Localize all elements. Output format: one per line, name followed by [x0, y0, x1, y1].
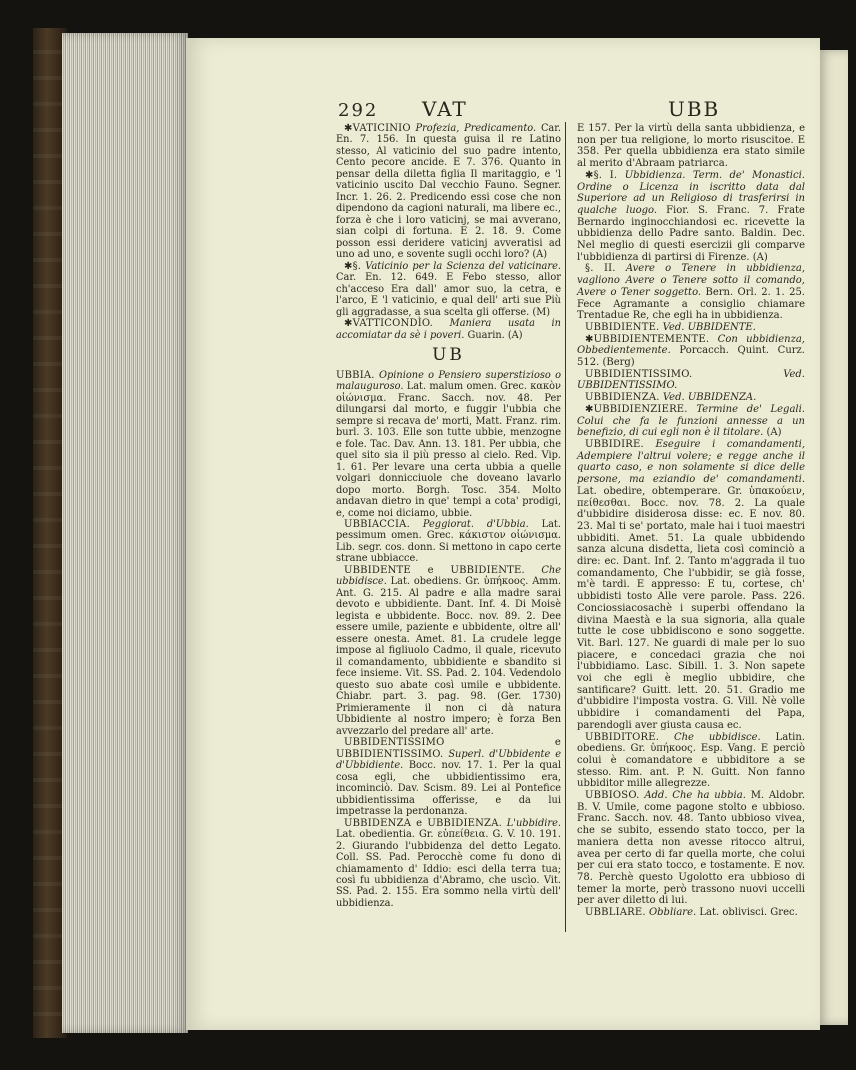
right-running-head: UBB: [668, 97, 721, 121]
entry-lemma: §. II.: [585, 263, 616, 275]
entry-lemma: UBBIDENTISSIMO e UBBIDIENTISSIMO.: [336, 737, 561, 760]
entry-lemma: ✱VATTICONDÌO.: [344, 318, 434, 330]
entry-ubbia: [336, 370, 561, 519]
entry-lemma: UBBIDIENTISSIMO.: [585, 368, 693, 380]
entry-body: Guarin. (A): [467, 329, 523, 341]
entry-definition: Profezia, Predicamento.: [415, 123, 537, 134]
entry-body: Fior. S. Franc. 7. Frate Bernardo inginocchiandosi ec. ricevette la ubbidienza dello Padre santo. Baldin. Dec. Nel meglio di questi esercizii gli comparve l'ubbidienza di partirsi di Firenze. (A): [577, 204, 805, 263]
entry-lemma: ✱§.: [344, 260, 362, 272]
page-number: 292: [338, 100, 379, 121]
entry-lemma: UBBIOSO.: [585, 790, 640, 802]
entry-ubbidenza: [336, 818, 561, 910]
entry-body: Latin. obediens. Gr. ὑπήκοος. Esp. Vang. E perciò colui è comandatore e ubbiditore a se stesso. Rim. ant. P. N. Guitt. Non fanno ubbiditor mille allegrezze.: [577, 731, 805, 790]
entry-lemma: ✱UBBIDIENTEMENTE.: [585, 333, 710, 345]
entry-body: Lat. pessimum omen. Grec. κάκιστον οἰώνισμα. Lib. segr. cos. donn. Si mettono in capo certe strane ubbiacce.: [336, 518, 561, 565]
entry-definition: Vaticinio per la Scienza del vaticinare.: [365, 260, 561, 272]
entry-lemma: ✱VATICINIO: [344, 123, 411, 134]
entry-definition: Eseguire i comandamenti, Adempiere l'altrui volere; e regge anche il quarto caso, e non solamente si dice delle persone, ma eziandio de' comandamenti.: [577, 438, 806, 486]
entry-ubbidienza: [577, 392, 805, 404]
entry-ubbidire: [577, 439, 805, 732]
entry-definition: Add. Che ha ubbia.: [644, 790, 746, 802]
entry-definition: L'ubbidire.: [506, 817, 561, 829]
entry-definition: Con ubbidienza, Obbedientemente.: [577, 333, 805, 357]
entry-body: Lat. obedientia. Gr. εὐπείθεια. G. V. 10. 191. 2. Giurando l'ubbidenza del detto Legato. Coll. SS. Pad. Perocchè come fu dono di chiamamento d' Iddio: esci della terra tua; così fu ubbidienza d'Abramo, che uscìo. Vit. SS. Pad. 2. 155. Era sommo nella virtù dell' ubbidienza.: [336, 829, 561, 909]
entry-body: Car. En. 12. 649. E Febo stesso, allor ch'acceso Era dall' amor suo, la cetra, e l'arco, E 'l vaticinio, e qual dell' arti sue Più gli aggradasse, a sua scelta gli offerse. (M): [336, 272, 561, 318]
entry-ubbidentissimo: [336, 737, 561, 817]
entry-lemma: UBBIA.: [336, 369, 375, 381]
entry-lemma: UBBIDIENZA.: [585, 392, 660, 404]
entry-body: Lat. malum omen. Grec. κακὸν οἰώνισμα. Franc. Sacch. nov. 48. Per dilungarsi dal morto, e fuggir l'ubbia che sempre si recava de' morti, Matt. Franz. rim. burl. 3. 103. Elle son tutte ubbie, menzogne e fole. Tac. Dav. Ann. 13. 181. Per ubbia, che quel sito sia il più presso al cielo. Red. Vip. 1. 61. Per levare una certa ubbia a quelle volgari donnicciuole che doveano lavarlo dopo morto. Borgh. Tosc. 354. Molto andavan dietro in que' tempi a cota' prodigi, e, come noi diciamo, ubbie.: [336, 381, 561, 519]
entry-body: Lat. obediens. Gr. ὑπήκοος. Amm. Ant. G. 215. Al padre e alla madre sarai devoto e ubbidiente. Dant. Inf. 4. Di Moisè legista e ubbidente. Bocc. nov. 89. 2. Dee essere umile, paziente e ubbidente, oltre all' essere onesta. Amet. 81. La crudele legge impose al figliuolo Cadmo, il quale, ricevuto il comandamento, ubbidiente e sbandito si fece insieme. Vit. SS. Pad. 2. 104. Vedendolo questo suo abate così umile e ubbidente. Chiabr. part. 3. pag. 98. (Ger. 1730) Primieramente il non ci dà natura Ubbidiente al nostro impero; è forza Ben avvezzarlo del predare all' arte.: [336, 576, 561, 737]
entry-lemma: ✱UBBIDIENZIERE.: [585, 403, 688, 415]
entry-definition: Ved. UBBIDENTE.: [662, 321, 756, 333]
entry-definition: Ubbidienza. Term. de' Monastici. Ordine o Licenza in iscritto data dal Superiore ad un Religioso di trasferirsi in qualche luogo.: [577, 169, 805, 216]
entry-body: Bern. Orl. 2. 1. 25. Fece Agramante a consiglio chiamare Trentadue Re, che egli ha in ubbidienza.: [577, 286, 805, 322]
entry-lemma: UBBIDIRE.: [585, 438, 644, 450]
left-column: [336, 123, 561, 909]
entry-vaticinio: [336, 123, 561, 261]
entry-body: (A): [766, 427, 782, 439]
entry-lemma: UBBIDIENTE.: [585, 321, 660, 333]
entry-definition: Che ubbidisce.: [336, 564, 561, 588]
entry-vaticinio-sec: [336, 261, 561, 318]
entry-lemma: UBBIDENTE e UBBIDIENTE.: [344, 564, 525, 576]
entry-definition: Superl. d'Ubbidente e d'Ubbidiente.: [336, 748, 561, 772]
section-heading: UB: [432, 345, 465, 366]
entry-lemma: UBBIDITORE.: [585, 731, 660, 743]
entry-definition: Maniera usata in accomiatar da sè i poveri.: [336, 318, 561, 341]
entry-definition: Ved. UBBIDENTISSIMO.: [577, 368, 805, 392]
entry-body: Lat. obedire, obtemperare. Gr. ὑπακούειν, πείθεσθαι. Bocc. nov. 78. 2. La quale d'ubbidire disiderosa disse: ec. E nov. 80. 23. Mal ti se' portato, male hai i tuoi maestri ubbiditi. Amet. 51. La quale ubbidendo sanza alcuna disdetta, lieta così cominciò a dire: ec. Dant. Inf. 2. Tanto m'aggrada il tuo comandamento, Che l'ubbidir, se già fosse, m'è tardi. E appresso: E tu, cortese, ch' ubbidisti tosto Alle vere parole. Pass. 226. Conciossiacosachè i superbi offendano la divina Maestà e la sua signoria, alla quale tutte le cose ubbidiscono e sono soggette. Vit. Barl. 127. Ne guardi di male per lo suo piacere, e concedaci grazia che noi l'ubbidiamo. Lasc. Sibill. 1. 3. Non sapete voi che egli è meglio ubbidire, che santificare? Guitt. lett. 20. 51. Gradio me d'ubbidire l'imposta vostra. G. Vill. Nè volle ubbidire i comandamenti del Papa, parendogli aver giusta causa ec.: [577, 485, 805, 731]
entry-ubbiaccia: [336, 519, 561, 565]
entry-body: Bocc. nov. 17. 1. Per la qual cosa egli, che ubbidientissimo era, incominciò. Dav. Scism. 89. Lei al Pontefice ubbidientissima offerisse, e da lui impetrasse la perdonanza.: [336, 760, 561, 818]
entry-definition: Opinione o Pensiero superstizioso o malauguroso.: [336, 369, 561, 393]
entry-body: E 157. Per la virtù della santa ubbidienza, e non per tua religione, lo morto risuscitoe. E 358. Per quella ubbidienza era stato simile al merito d'Abraam patriarca.: [577, 123, 805, 170]
next-page-edge: [818, 50, 848, 1025]
entry-ubbidientemente: [577, 334, 805, 369]
column-rule: [565, 122, 566, 932]
entry-vatticondio: [336, 318, 561, 341]
entry-definition: Avere o Tenere in ubbidienza, vagliono Avere o Tenere sotto il comando, Avere o Tener soggetto.: [577, 263, 805, 298]
entry-ubbidienza-sec2: [577, 263, 805, 322]
entry-ubbiditore: [577, 732, 805, 791]
entry-lemma: UBBIDENZA e UBBIDIENZA.: [344, 817, 502, 829]
entry-definition: Termine de' Legali. Colui che fa le funzioni annesse a un benefizio, di cui egli non è il titolare.: [577, 403, 805, 439]
entry-ubbioso: [577, 790, 805, 907]
entry-lemma: UBBIACCIA.: [344, 518, 410, 530]
entry-body: M. Aldobr. B. V. Umile, come pagone stolto e ubbioso. Franc. Sacch. nov. 48. Tanto ubbioso vivea, che se subito, essendo stato tocco, per la maniera detta non avesse ritocco altrui, avea per certo di far quella morte, che colui per cui era stato tocco, e tostamente. E nov. 78. Perchè questo Ugolotto era ubbioso di temer la morte, però trassono nuovi uccelli per aver diletto di lui.: [577, 790, 805, 907]
entry-ubbidientissimo: [577, 369, 805, 392]
entry-ubbidiente: [577, 322, 805, 334]
entry-body: Lat. oblivisci. Grec.: [699, 907, 798, 919]
entry-ubbidienza-sec1: [577, 170, 805, 264]
entry-lemma: ✱§. I.: [585, 169, 618, 181]
entry-body: Car. En. 7. 156. In questa guisa il re Latino stesso, Al vaticinio del suo padre intento, Cento pecore ancide. E 7. 376. Quanto in pensar della diletta figlia Il maritaggio, e 'l vaticinio uscito Dal vecchio Fauno. Segner. Incr. 1. 26. 2. Predicendo essi cose che non dipendono da cagioni naturali, ma libere ec., forza è che i loro vaticinj, se mai avverano, sian colpi di fortuna. E 2. 18. 9. Come posson essi deridere vaticinj avveratisi ad uno ad uno, e sovente sugli occhi loro? (A): [336, 123, 561, 261]
entry-ubbidienziere: [577, 404, 805, 439]
entry-definition: Che ubbidisce.: [673, 731, 761, 743]
entry-body: Porcacch. Quint. Curz. 512. (Berg): [577, 345, 805, 369]
entry-definition: Ved. UBBIDENZA.: [662, 392, 757, 404]
entry-ubbliare: [577, 907, 805, 919]
entry-lemma: UBBLIARE.: [585, 907, 646, 919]
page-edges: [62, 33, 188, 1033]
entry-continuation: [577, 123, 805, 170]
entry-definition: Obbliare.: [648, 907, 697, 919]
entry-definition: Peggiorat. d'Ubbia.: [422, 518, 529, 530]
entry-ubbidente: [336, 565, 561, 737]
left-running-head: VAT: [422, 97, 468, 121]
right-column: [577, 123, 805, 919]
